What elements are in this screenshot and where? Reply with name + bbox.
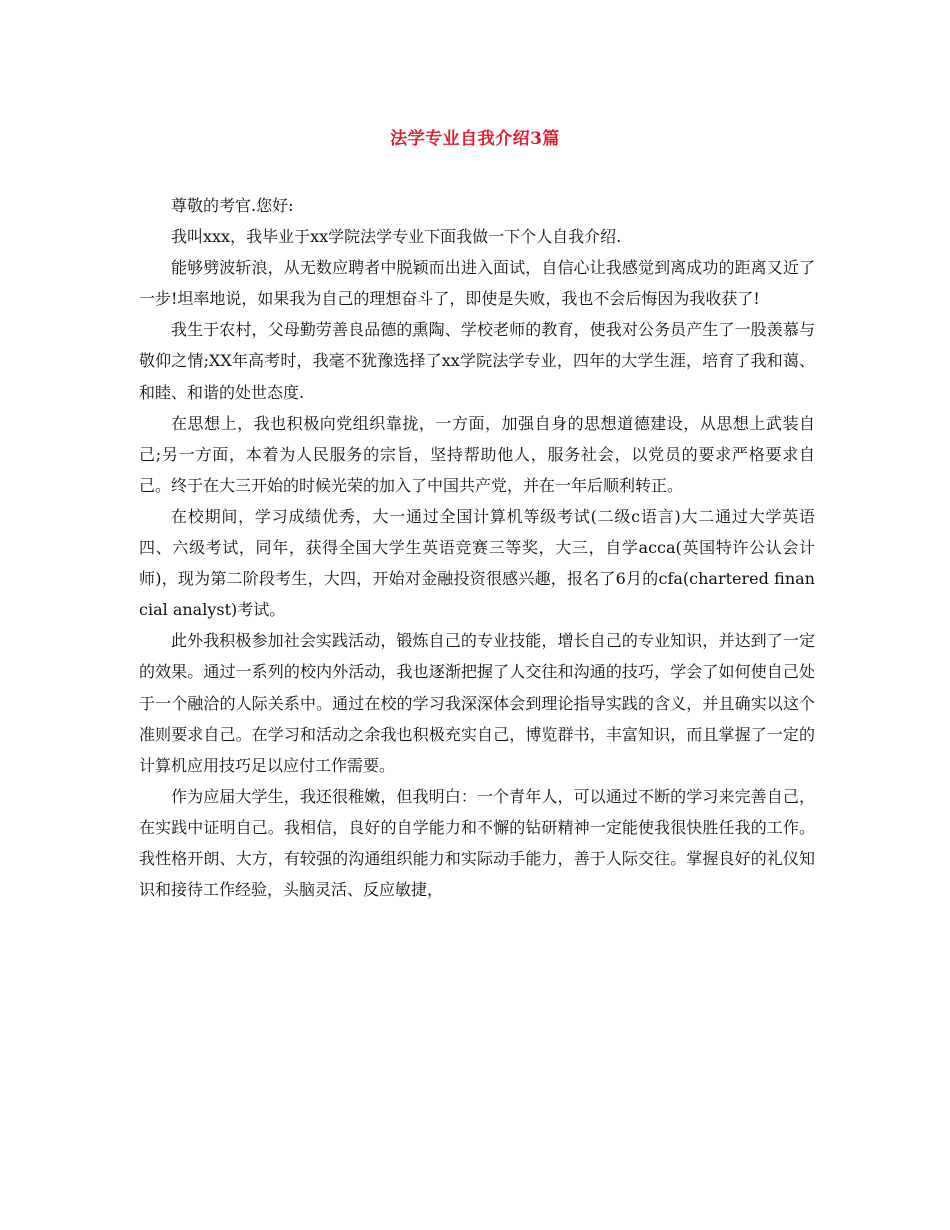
- paragraph-ideology: 在思想上，我也积极向党组织靠拢，一方面，加强自身的思想道德建设，从思想上武装自己;另一方面，本着为人民服务的宗旨，坚持帮助他人，服务社会，以党员的要求严格要求自己。终于在大三开始的时候光荣的加入了中国共产党，并在一年后顺利转正。: [139, 413, 815, 495]
- paragraph-background: 我生于农村，父母勤劳善良品德的熏陶、学校老师的教育，使我对公务员产生了一股羡慕与敬仰之情;XX年高考时，我毫不犹豫选择了xx学院法学专业，四年的大学生涯，培育了我和蔼、和睦、和谐的处世态度.: [139, 320, 815, 402]
- paragraph-academics: 在校期间，学习成绩优秀，大一通过全国计算机等级考试(二级c语言)大二通过大学英语四、六级考试，同年，获得全国大学生英语竞赛三等奖，大三，自学acca(英国特许公认会计师)，现为第二阶段考生，大四，开始对金融投资很感兴趣，报名了6月的cfa(chartered financial analyst)考试。: [139, 506, 815, 620]
- paragraph-intro: 我叫xxx，我毕业于xx学院法学专业下面我做一下个人自我介绍.: [171, 227, 622, 247]
- paragraph-greeting: 尊敬的考官.您好:: [171, 196, 294, 215]
- paragraph-interview: 能够劈波斩浪，从无数应聘者中脱颖而出进入面试，自信心让我感觉到离成功的距离又近了一步!坦率地说，如果我为自己的理想奋斗了，即使是失败，我也不会后悔因为我收获了!: [139, 258, 815, 309]
- paragraph-self-assessment: 作为应届大学生，我还很稚嫩，但我明白：一个青年人，可以通过不断的学习来完善自己，在实践中证明自己。我相信，良好的自学能力和不懈的钻研精神一定能使我很快胜任我的工作。我性格开朗、大方，有较强的沟通组织能力和实际动手能力，善于人际交往。掌握良好的礼仪知识和接待工作经验，头脑灵活、反应敏捷，: [139, 786, 815, 900]
- document-title: 法学专业自我介绍3篇: [390, 129, 560, 149]
- paragraph-practice: 此外我积极参加社会实践活动，锻炼自己的专业技能，增长自己的专业知识，并达到了一定的效果。通过一系列的校内外活动，我也逐渐把握了人交往和沟通的技巧，学会了如何使自己处于一个融洽的人际关系中。通过在校的学习我深深体会到理论指导实践的含义，并且确实以这个准则要求自己。在学习和活动之余我也积极充实自己，博览群书，丰富知识，而且掌握了一定的计算机应用技巧足以应付工作需要。: [139, 631, 815, 775]
- document-body: [139, 190, 815, 905]
